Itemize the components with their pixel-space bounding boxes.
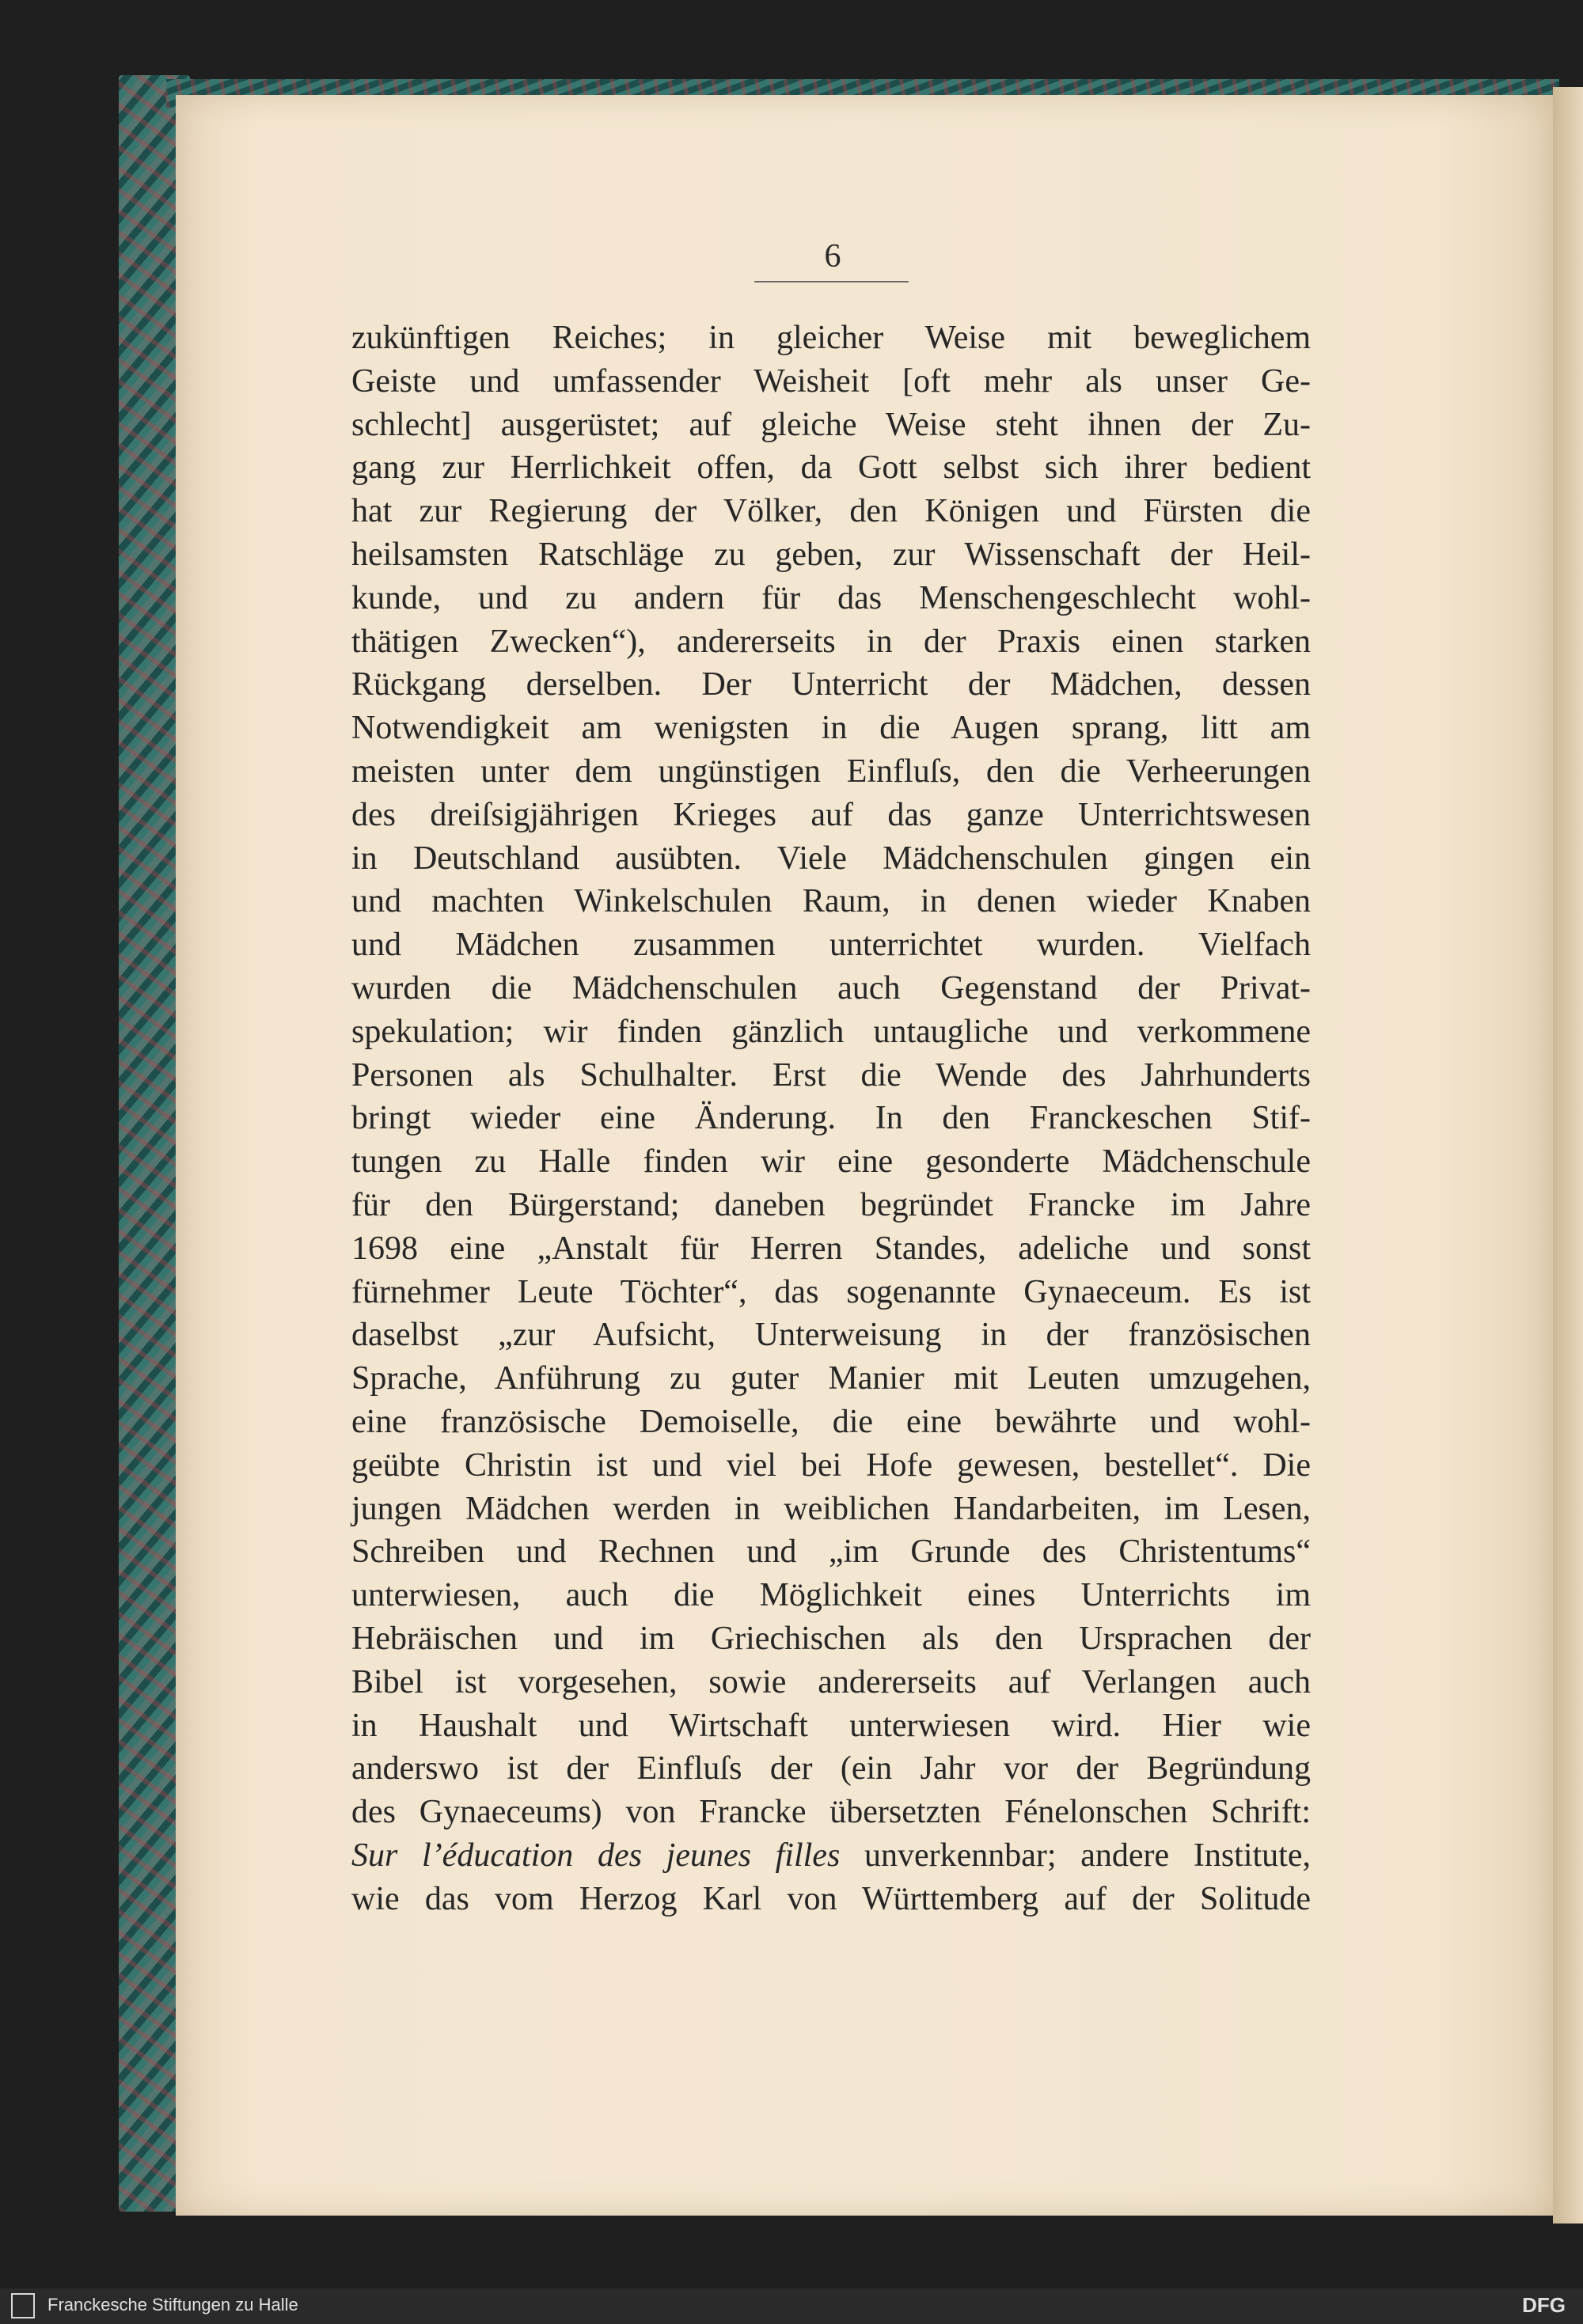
- text-line: Geiste und umfassender Weisheit [oft mehr als unser Ge-: [351, 362, 1311, 400]
- text-line: 1698 eine „Anstalt für Herren Standes, adeliche und sonst: [351, 1230, 1311, 1267]
- text-line: Notwendigkeit am wenigsten in die Augen sprang, litt am: [351, 710, 1311, 747]
- text-line: schlecht] ausgerüstet; auf gleiche Weise steht ihnen der Zu-: [351, 406, 1311, 443]
- text-line: und machten Winkelschulen Raum, in denen wieder Knaben: [351, 883, 1311, 920]
- text-line: des dreiſsigjährigen Krieges auf das ganze Unterrichtswesen: [351, 796, 1311, 833]
- text-line: kunde, und zu andern für das Menschengeschlecht wohl-: [351, 579, 1311, 616]
- text-line: Sprache, Anführung zu guter Manier mit Leuten umzugehen,: [351, 1360, 1311, 1397]
- text-line: zukünftigen Reiches; in gleicher Weise mit beweglichem: [351, 320, 1311, 356]
- text-line: für den Bürgerstand; daneben begründet Francke im Jahre: [351, 1186, 1311, 1223]
- text-line: in Deutschland ausübten. Viele Mädchenschulen gingen ein: [351, 840, 1311, 877]
- text-line: Rückgang derselben. Der Unterricht der Mädchen, dessen: [351, 666, 1311, 703]
- text-line-spaced-name-1: [351, 1097, 1311, 1140]
- text-line: hat zur Regierung der Völker, den Königen und Fürsten die: [351, 493, 1311, 530]
- text-line: thätigen Zwecken“), andererseits in der Praxis einen starken: [351, 623, 1311, 660]
- text-line: gang zur Herrlichkeit offen, da Gott selbst sich ihrer bedient: [351, 449, 1311, 487]
- text-line: geübte Christin ist und viel bei Hofe gewesen, bestellet“. Die: [351, 1446, 1311, 1484]
- text-line: tungen zu Halle finden wir eine gesonderte Mädchenschule: [351, 1143, 1311, 1181]
- text-line: wurden die Mädchenschulen auch Gegenstand der Privat-: [351, 969, 1311, 1007]
- text-line: unterwiesen, auch die Möglichkeit eines Unterrichts im: [351, 1577, 1311, 1614]
- text-line: eine französische Demoiselle, die eine bewährte und wohl-: [351, 1403, 1311, 1440]
- page-number: 6: [824, 238, 841, 275]
- text-line: wie das vom Herzog Karl von Württemberg auf der Solitude: [351, 1880, 1311, 1917]
- text-line: Hebräischen und im Griechischen als den Ursprachen der: [351, 1620, 1311, 1657]
- line-rest: unverkennbar; andere Institute,: [864, 1837, 1311, 1874]
- institution-logo-icon: [11, 2293, 35, 2318]
- page-number-rule: [754, 281, 909, 282]
- italic-book-title: Sur l’éducation des jeunes filles: [351, 1837, 841, 1874]
- text-line: Bibel ist vorgesehen, sowie andererseits auf Verlangen auch: [351, 1663, 1311, 1700]
- text-line: Personen als Schulhalter. Erst die Wende des Jahrhunderts: [351, 1056, 1311, 1094]
- line-start: bringt wieder eine Änderung. In den Franckeschen Stif-: [351, 1100, 1311, 1137]
- text-line: daselbst „zur Aufsicht, Unterweisung in der französischen: [351, 1317, 1311, 1354]
- text-line: und Mädchen zusammen unterrichtet wurden. Vielfach: [351, 927, 1311, 964]
- text-line: meisten unter dem ungünstigen Einfluſs, den die Verheerungen: [351, 753, 1311, 790]
- text-line: Schreiben und Rechnen und „im Grunde des Christentums“: [351, 1534, 1311, 1571]
- footer-bar: [0, 2288, 1583, 2324]
- text-line: fürnehmer Leute Töchter“, das sogenannte Gynaeceum. Es ist: [351, 1273, 1311, 1310]
- text-line-with-italic-title: [351, 1834, 1311, 1878]
- text-line: spekulation; wir finden gänzlich untaugliche und verkommene: [351, 1013, 1311, 1050]
- text-line: in Haushalt und Wirtschaft unterwiesen wird. Hier wie: [351, 1707, 1311, 1744]
- text-line: anderswo ist der Einfluſs der (ein Jahr vor der Begründung: [351, 1750, 1311, 1788]
- footer-dfg-logo: DFG: [1522, 2293, 1566, 2317]
- adjacent-page-edge: [1553, 87, 1583, 2224]
- body-text: [351, 317, 1311, 1920]
- text-line: des Gynaeceums) von Francke übersetzten Fénelonschen Schrift:: [351, 1794, 1311, 1831]
- text-line: jungen Mädchen werden in weiblichen Handarbeiten, im Lesen,: [351, 1490, 1311, 1527]
- text-line: heilsamsten Ratschläge zu geben, zur Wissenschaft der Heil-: [351, 536, 1311, 573]
- footer-institution: Franckesche Stiftungen zu Halle: [47, 2295, 298, 2315]
